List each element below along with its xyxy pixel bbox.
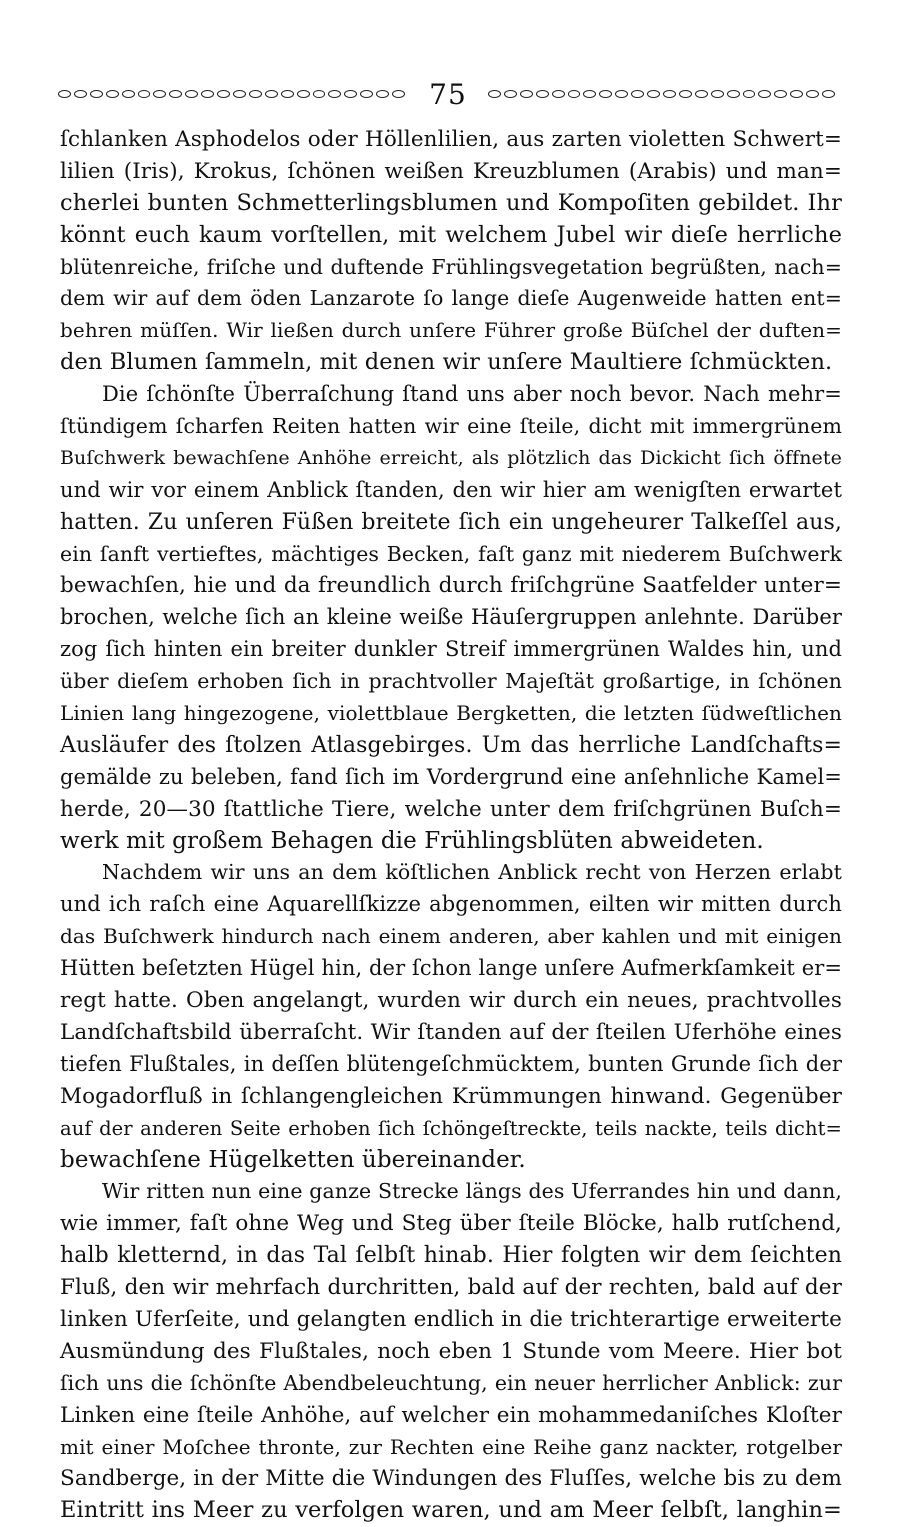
ornament-ring: [552, 90, 565, 98]
text-line: blütenreiche, friſche und duftende Frühlingsvegetation begrüßten, nach=: [60, 254, 842, 279]
ornament-ring: [297, 90, 310, 98]
ornament-ring: [568, 90, 581, 98]
text-line: Die ſchönſte Überraſchung ſtand uns aber noch bevor. Nach mehr=: [102, 382, 842, 407]
ornament-ring: [695, 90, 708, 98]
text-line: Linien lang hingezogene, violettblaue Bergketten, die letzten ſüdweſtlichen: [60, 701, 842, 726]
text-line: dem wir auf dem öden Lanzarote ſo lange dieſe Augenweide hatten ent=: [60, 286, 842, 311]
text-line: brochen, welche ſich an kleine weiße Häuſergruppen anlehnte. Darüber: [60, 605, 842, 630]
page-number: 75: [429, 77, 467, 111]
text-line: ſich uns die ſchönſte Abendbeleuchtung, ein neuer herrlicher Anblick: zur: [60, 1370, 842, 1395]
right-ornament-band: [488, 87, 838, 101]
ornament-ring: [106, 90, 119, 98]
text-line: ſchlanken Asphodelos oder Höllenlilien, aus zarten violetten Schwert=: [60, 127, 842, 152]
text-line: Wir ritten nun eine ganze Strecke längs des Uferrandes hin und dann,: [102, 1179, 842, 1204]
ornament-ring: [217, 90, 230, 98]
text-line: Sandberge, in der Mitte die Windungen des Fluſſes, welche bis zu dem: [60, 1466, 842, 1492]
ornament-ring: [90, 90, 103, 98]
ornament-ring: [138, 90, 151, 98]
ornament-ring: [631, 90, 644, 98]
text-line: bewachſene Hügelketten übereinander.: [60, 1146, 526, 1173]
ornament-ring: [822, 90, 835, 98]
ornament-ring: [233, 90, 246, 98]
ornament-ring: [376, 90, 389, 98]
text-line: zog ſich hinten ein breiter dunkler Streif immergrünen Waldes hin, und: [60, 637, 842, 662]
text-line: cherlei bunten Schmetterlingsblumen und Kompoſiten gebildet. Ihr: [60, 189, 842, 216]
text-line: Ausmündung des Flußtales, noch eben 1 Stunde vom Meere. Hier bot: [60, 1338, 842, 1364]
text-line: behren müſſen. Wir ließen durch unſere Führer große Büſchel der duften=: [60, 318, 842, 343]
text-line: ein ſanft vertieftes, mächtiges Becken, faſt ganz mit niederem Buſchwerk: [60, 541, 842, 566]
ornament-ring: [313, 90, 326, 98]
text-line: Ausläufer des ſtolzen Atlasgebirges. Um das herrliche Landſchafts=: [60, 732, 842, 758]
text-line: Fluß, den wir mehrfach durchritten, bald auf der rechten, bald auf der: [60, 1275, 842, 1301]
text-line: Mogadorfluß in ſchlangengleichen Krümmungen hinwand. Gegenüber: [60, 1083, 842, 1109]
text-line: mit einer Moſchee thronte, zur Rechten eine Reihe ganz nackter, rotgelber: [60, 1434, 842, 1459]
ornament-ring: [58, 90, 71, 98]
text-line: über dieſem erhoben ſich in prachtvoller Majeſtät großartige, in ſchönen: [60, 669, 842, 694]
ornament-ring: [392, 90, 405, 98]
ornament-ring: [758, 90, 771, 98]
ornament-ring: [328, 90, 341, 98]
text-line: werk mit großem Behagen die Frühlingsblüten abweideten.: [60, 827, 764, 854]
text-line: regt hatte. Oben angelangt, wurden wir durch ein neues, prachtvolles: [60, 988, 842, 1014]
ornament-ring: [663, 90, 676, 98]
text-line: ſtündigem ſcharfen Reiten hatten wir eine ſteile, dicht mit immergrünem: [60, 414, 842, 439]
text-line: das Buſchwerk hindurch nach einem anderen, aber kahlen und mit einigen: [60, 924, 842, 949]
ornament-ring: [504, 90, 517, 98]
page-header: [58, 74, 838, 114]
ornament-ring: [583, 90, 596, 98]
ornament-ring: [615, 90, 628, 98]
ornament-ring: [185, 90, 198, 98]
ornament-ring: [774, 90, 787, 98]
text-line: halb kletternd, in das Tal ſelbſt hinab. Hier folgten wir dem ſeichten: [60, 1243, 842, 1269]
ornament-ring: [249, 90, 262, 98]
text-line: und ich raſch eine Aquarellſkizze abgenommen, eilten wir mitten durch: [60, 892, 842, 917]
text-line: tiefen Flußtales, in deſſen blütengeſchmücktem, bunten Grunde ſich der: [60, 1051, 842, 1076]
ornament-ring: [488, 90, 501, 98]
text-line: Landſchaftsbild überraſcht. Wir ſtanden auf der ſteilen Uferhöhe eines: [60, 1019, 842, 1045]
ornament-ring: [711, 90, 724, 98]
ornament-ring: [647, 90, 660, 98]
ornament-ring: [536, 90, 549, 98]
text-line: könnt euch kaum vorſtellen, mit welchem Jubel wir dieſe herrliche: [60, 221, 842, 248]
text-line: gemälde zu beleben, fand ſich im Vordergrund eine anſehnliche Kamel=: [60, 764, 842, 789]
ornament-ring: [265, 90, 278, 98]
text-line: auf der anderen Seite erhoben ſich ſchöngeſtreckte, teils nackte, teils dicht=: [60, 1116, 842, 1140]
ornament-ring: [201, 90, 214, 98]
text-line: Linken eine ſteile Anhöhe, auf welcher ein mohammedaniſches Kloſter: [60, 1402, 842, 1428]
left-ornament-band: [58, 87, 408, 101]
ornament-ring: [169, 90, 182, 98]
text-line: wie immer, faſt ohne Weg und Steg über ſteile Blöcke, halb rutſchend,: [60, 1211, 842, 1237]
ornament-ring: [806, 90, 819, 98]
ornament-ring: [520, 90, 533, 98]
text-line: Hütten beſetzten Hügel hin, der ſchon lange unſere Aufmerkſamkeit er=: [60, 956, 843, 981]
text-line: Eintritt ins Meer zu verfolgen waren, und am Meer ſelbſt, langhin=: [60, 1497, 842, 1524]
text-line: lilien (Iris), Krokus, ſchönen weißen Kreuzblumen (Arabis) und man=: [60, 158, 842, 184]
ornament-ring: [679, 90, 692, 98]
ornament-ring: [281, 90, 294, 98]
text-line: den Blumen ſammeln, mit denen wir unſere Maultiere ſchmückten.: [60, 349, 833, 376]
text-line: hatten. Zu unſeren Füßen breitete ſich ein ungeheurer Talkeſſel aus,: [60, 509, 842, 535]
text-line: und wir vor einem Anblick ſtanden, den wir hier am wenigſten erwartet: [60, 477, 842, 502]
ornament-ring: [599, 90, 612, 98]
ornament-ring: [360, 90, 373, 98]
ornament-ring: [790, 90, 803, 98]
ornament-ring: [727, 90, 740, 98]
text-line: herde, 20—30 ſtattliche Tiere, welche unter dem friſchgrünen Buſch=: [60, 796, 842, 822]
ornament-ring: [743, 90, 756, 98]
ornament-ring: [122, 90, 135, 98]
text-line: linken Uferſeite, und gelangten endlich in die trichterartige erweiterte: [60, 1306, 842, 1332]
ornament-ring: [344, 90, 357, 98]
ornament-ring: [153, 90, 166, 98]
text-line: Buſchwerk bewachſene Anhöhe erreicht, als plötzlich das Dickicht ſich öffnete: [60, 446, 842, 469]
ornament-ring: [74, 90, 87, 98]
text-line: bewachſen, hie und da freundlich durch friſchgrüne Saatfelder unter=: [60, 573, 842, 599]
text-line: Nachdem wir uns an dem köſtlichen Anblick recht von Herzen erlabt: [102, 860, 842, 885]
body-text: [60, 124, 842, 1527]
